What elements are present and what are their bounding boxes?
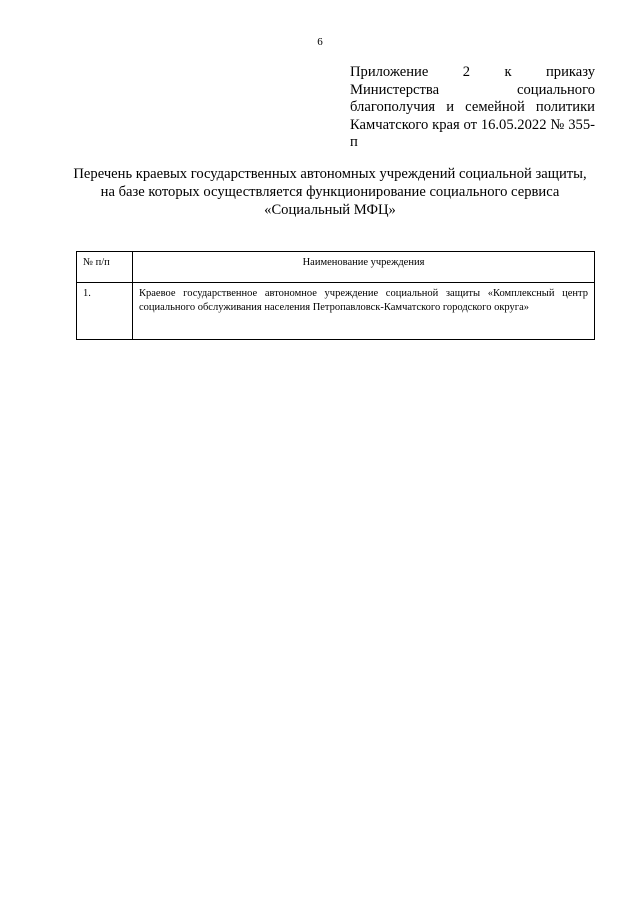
row-number-cell: 1.: [77, 283, 133, 340]
column-header-name: Наименование учреждения: [133, 252, 595, 283]
document-title: Перечень краевых государственных автономных учреждений социальной защиты, на базе которых осуществляется функционирование социального сервиса «Социальный МФЦ»: [73, 166, 587, 218]
appendix-reference: Приложение 2 к приказу Министерства социального благополучия и семейной политики Камчатского края от 16.05.2022 № 355-п: [350, 64, 595, 150]
table-header-row: [77, 252, 595, 283]
column-header-number: № п/п: [77, 252, 133, 283]
institution-name-cell: Краевое государственное автономное учреждение социальной защиты «Комплексный центр социального обслуживания населения Петропавловск-Камчатского городского округа»: [133, 283, 595, 340]
table-row: [77, 283, 595, 340]
institutions-table: [76, 251, 595, 340]
page-number: 6: [317, 36, 323, 48]
